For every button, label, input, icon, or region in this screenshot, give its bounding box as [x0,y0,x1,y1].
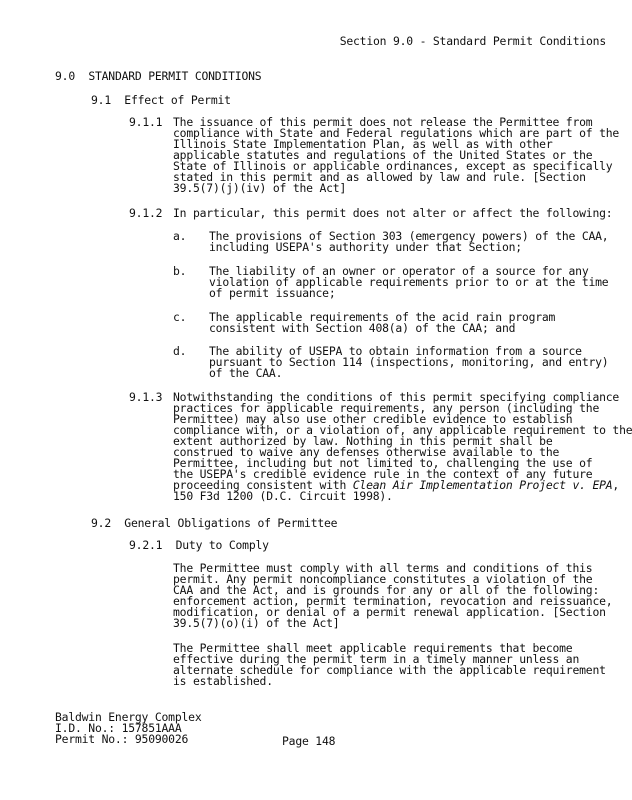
text-line: The provisions of Section 303 (emergency powers) of the CAA, [209,229,609,243]
condition-9-2-1-heading: 9.2.1 Duty to Comply [129,538,269,552]
text-line: the USEPA's credible evidence rule in the context of any future [173,467,593,481]
running-header: Section 9.0 - Standard Permit Conditions [339,34,606,48]
text-line: pursuant to Section 114 (inspections, monitoring, and entry) [209,355,609,369]
text-line: 39.5(7)(o)(i) of the Act] [173,616,340,630]
text-line: compliance with, or a violation of, any applicable requirement to the [173,423,632,437]
text-line: The ability of USEPA to obtain information from a source [209,344,582,358]
text-line: permit. Any permit noncompliance constitutes a violation of the [173,572,593,586]
list-item-label: d. [173,344,187,358]
subsection-9-2-heading: 9.2 General Obligations of Permittee [91,516,338,530]
text-line: Permittee, including but not limited to, challenging the use of [173,456,593,470]
text-line: including USEPA's authority under that Section; [209,240,522,254]
text-line: effective during the permit term in a timely manner unless an [173,652,580,666]
condition-9-1-1-text [173,117,619,194]
section-title: STANDARD PERMIT CONDITIONS [88,69,262,83]
text-line: compliance with State and Federal regulations which are part of the [173,126,620,140]
list-item-label: b. [173,264,187,278]
text-line: Illinois State Implementation Plan, as well as with other [173,137,553,151]
condition-9-1-3-text [173,392,632,502]
text-line: extent authorized by law. Nothing in this permit shall be [173,434,553,448]
text-line: of the CAA. [209,366,283,380]
page-number: Page 148 [282,734,336,748]
condition-9-1-3-number: 9.1.3 [129,390,163,404]
text-line: State of Illinois or applicable ordinances, except as specifically [173,159,613,173]
text-line: The issuance of this permit does not release the Permittee from [173,115,593,129]
text-line: is established. [173,674,273,688]
duty-to-comply-paragraph-1 [173,563,612,629]
text-line: Permittee) may also use other credible evidence to establish [173,412,573,426]
section-number: 9.0 [55,69,75,83]
text-line: CAA and the Act, and is grounds for any or all of the following: [173,583,600,597]
facility-name: Baldwin Energy Complex [55,710,202,724]
condition-9-1-2-number: 9.1.2 [129,206,163,220]
text-line: The Permittee must comply with all terms and conditions of this [173,561,593,575]
text-line: construed to waive any defenses otherwise available to the [173,445,560,459]
list-item-c [209,312,555,334]
text-line: practices for applicable requirements, any person (including the [173,401,600,415]
text-line: 150 F3d 1200 (D.C. Circuit 1998). [173,489,393,503]
text-line: consistent with Section 408(a) of the CAA; and [209,321,516,335]
text-line: violation of applicable requirements prior to or at the time [209,275,609,289]
text-line: The applicable requirements of the acid rain program [209,310,556,324]
list-item-label: c. [173,310,187,324]
document-footer [55,712,201,745]
text-line: Notwithstanding the conditions of this permit specifying compliance [173,390,620,404]
text-run: , [612,478,620,492]
section-heading [55,71,261,82]
text-line: 39.5(7)(j)(iv) of the Act] [173,181,347,195]
permit-number: Permit No.: 95090026 [55,732,189,746]
text-line: The liability of an owner or operator of a source for any [209,264,589,278]
case-citation: Clean Air Implementation Project v. EPA [352,478,613,492]
text-line: stated in this permit and as allowed by law and rule. [Section [173,170,586,184]
condition-9-1-1-number: 9.1.1 [129,115,163,129]
list-item-d [209,346,608,379]
text-line: enforcement action, permit termination, revocation and reissuance, [173,594,613,608]
subsection-9-1-heading: 9.1 Effect of Permit [91,93,231,107]
text-line: The Permittee shall meet applicable requirements that become [173,641,573,655]
list-item-a [209,231,608,253]
duty-to-comply-paragraph-2 [173,643,606,687]
text-line: of permit issuance; [209,286,336,300]
text-line: modification, or denial of a permit renewal application. [Section [173,605,606,619]
facility-id: I.D. No.: 157851AAA [55,721,182,735]
text-line: applicable statutes and regulations of the United States or the [173,148,593,162]
condition-9-1-2-text: In particular, this permit does not alter or affect the following: [173,206,613,220]
text-run: proceeding consistent with [173,478,353,492]
list-item-label: a. [173,229,187,243]
text-line: alternate schedule for compliance with the applicable requirement [173,663,606,677]
list-item-b [209,266,608,299]
